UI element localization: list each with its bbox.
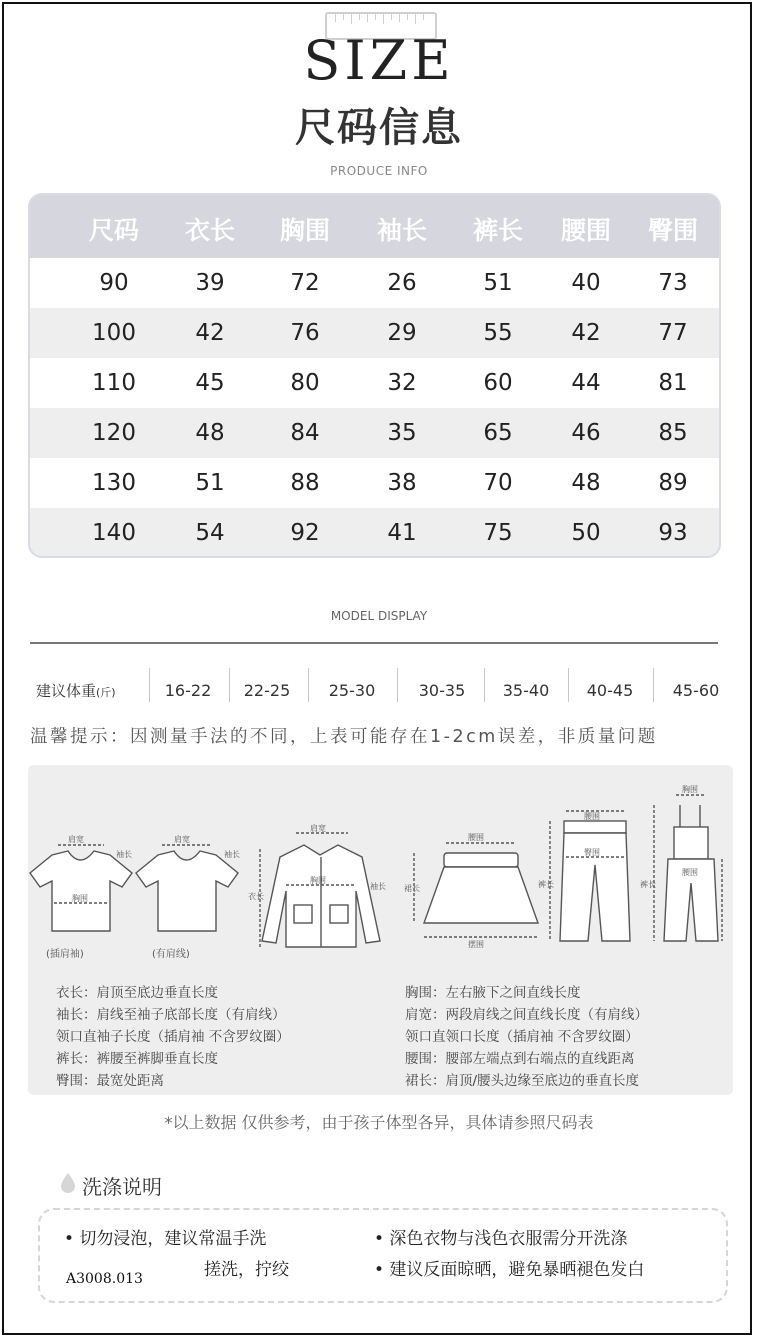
table-cell: 51	[483, 270, 513, 296]
table-cell: 89	[658, 470, 688, 496]
table-cell: 73	[658, 270, 688, 296]
table-cell: 39	[195, 270, 225, 296]
table-cell: 32	[387, 370, 417, 396]
table-cell: 100	[92, 320, 136, 346]
skirt-icon	[404, 833, 538, 949]
wash-instructions	[38, 1208, 728, 1303]
weight-range: 22-25	[243, 681, 291, 700]
tshirt-raglan-icon	[30, 834, 132, 960]
wash-item: 搓洗，拧绞	[204, 1260, 289, 1280]
definition: 领口直袖子长度（插肩袖 不含罗纹圈）	[56, 1029, 290, 1045]
column-header: 臀围	[647, 216, 698, 245]
table-cell: 72	[290, 270, 320, 296]
weight-range: 25-30	[328, 681, 376, 700]
tip-text: 温馨提示：因测量手法的不同，上表可能存在1-2cm误差，非质量问题	[30, 727, 658, 747]
column-header: 腰围	[560, 216, 611, 245]
definition: 肩宽：两段肩线之间直线长度（有肩线）	[405, 1007, 648, 1023]
svg-text:腰围: 腰围	[682, 868, 698, 877]
weight-range: 45-60	[672, 681, 720, 700]
definition: 胸围：左右腋下之间直线长度	[405, 985, 581, 1001]
table-cell: 110	[92, 370, 136, 396]
table-cell: 42	[571, 320, 601, 346]
svg-text:(有肩线): (有肩线)	[152, 949, 190, 960]
weight-row	[30, 666, 730, 710]
table-cell: 44	[571, 370, 601, 396]
svg-text:肩宽: 肩宽	[310, 824, 326, 833]
svg-text:袖长: 袖长	[370, 882, 386, 891]
table-cell: 88	[290, 470, 320, 496]
table-cell: 54	[195, 520, 225, 546]
table-cell: 65	[483, 420, 513, 446]
table-cell: 84	[290, 420, 320, 446]
product-code: A3008.013	[62, 1271, 147, 1287]
table-cell: 55	[483, 320, 513, 346]
table-cell: 40	[571, 270, 601, 296]
svg-text:肩宽: 肩宽	[174, 835, 190, 844]
table-header	[30, 195, 719, 258]
table-cell: 48	[195, 420, 225, 446]
column-header: 衣长	[184, 216, 235, 245]
column-header: 胸围	[279, 216, 330, 245]
weight-range: 16-22	[164, 681, 212, 700]
table-cell: 50	[571, 520, 601, 546]
size-table	[28, 193, 721, 558]
table-cell: 42	[195, 320, 225, 346]
svg-text:裤长: 裤长	[640, 880, 656, 889]
table-row	[30, 358, 719, 408]
svg-text:腰围: 腰围	[584, 812, 600, 821]
model-display-label: MODEL DISPLAY	[330, 609, 428, 623]
table-cell: 35	[387, 420, 417, 446]
weight-range: 30-35	[418, 681, 466, 700]
divider	[30, 642, 718, 644]
table-cell: 92	[290, 520, 320, 546]
definition: 臀围：最宽处距离	[56, 1073, 164, 1089]
svg-text:胸围: 胸围	[682, 785, 698, 794]
svg-text:袖长: 袖长	[116, 850, 132, 859]
column-header: 袖长	[376, 216, 427, 245]
svg-text:胸围: 胸围	[72, 894, 88, 903]
table-cell: 77	[658, 320, 688, 346]
table-cell: 80	[290, 370, 320, 396]
column-header: 尺码	[88, 216, 139, 245]
size-heading: SIZE	[303, 29, 455, 92]
table-cell: 85	[658, 420, 688, 446]
table-cell: 29	[387, 320, 417, 346]
svg-text:摆围: 摆围	[468, 940, 484, 949]
table-cell: 51	[195, 470, 225, 496]
weight-range: 35-40	[502, 681, 550, 700]
water-drop-icon	[60, 1172, 76, 1194]
table-cell: 38	[387, 470, 417, 496]
wash-title: 洗涤说明	[82, 1175, 162, 1199]
wash-item: • 切勿浸泡，建议常温手洗	[64, 1229, 267, 1249]
page-subtitle: PRODUCE INFO	[330, 164, 428, 178]
svg-text:肩宽: 肩宽	[68, 835, 84, 844]
table-row	[30, 458, 719, 508]
definition: 袖长：肩线至袖子底部长度（有肩线）	[56, 1007, 286, 1023]
weight-label: 建议体重(斤)	[36, 682, 116, 700]
definition: 裙长：肩顶/腰头边缘至底边的垂直长度	[405, 1073, 640, 1089]
table-cell: 76	[290, 320, 320, 346]
svg-text:衣长: 衣长	[248, 892, 264, 901]
svg-text:裙长: 裙长	[404, 884, 420, 893]
table-cell: 140	[92, 520, 136, 546]
wash-item: • 深色衣物与浅色衣服需分开洗涤	[374, 1229, 628, 1249]
table-row	[30, 508, 719, 558]
table-row	[30, 258, 719, 308]
wash-item: • 建议反面晾晒，避免暴晒褪色发白	[374, 1260, 645, 1280]
table-cell: 90	[99, 270, 129, 296]
definition: 裤长：裤腰至裤脚垂直长度	[56, 1051, 218, 1067]
table-cell: 26	[387, 270, 417, 296]
reference-note: *以上数据 仅供参考，由于孩子体型各异，具体请参照尺码表	[164, 1113, 594, 1132]
table-cell: 120	[92, 420, 136, 446]
svg-text:袖长: 袖长	[224, 850, 240, 859]
table-cell: 70	[483, 470, 513, 496]
measurement-diagrams	[28, 765, 733, 1095]
svg-text:腰围: 腰围	[468, 833, 484, 842]
svg-text:胸围: 胸围	[310, 876, 326, 885]
overalls-icon	[640, 785, 722, 941]
column-header: 裤长	[472, 216, 523, 245]
tshirt-shoulder-icon	[136, 834, 240, 960]
table-cell: 45	[195, 370, 225, 396]
weight-range: 40-45	[586, 681, 634, 700]
pants-icon	[538, 811, 630, 941]
measurement-panel	[28, 765, 733, 1095]
table-cell: 75	[483, 520, 513, 546]
svg-text:裤长: 裤长	[538, 880, 554, 889]
table-cell: 81	[658, 370, 688, 396]
table-cell: 48	[571, 470, 601, 496]
table-row	[30, 308, 719, 358]
definition: 领口直领口长度（插肩袖 不含罗纹圈）	[405, 1029, 639, 1045]
svg-text:(插肩袖): (插肩袖)	[46, 949, 84, 960]
svg-text:臀围: 臀围	[584, 848, 600, 857]
table-cell: 130	[92, 470, 136, 496]
page-title: 尺码信息	[295, 105, 463, 151]
table-row	[30, 408, 719, 458]
table-cell: 41	[387, 520, 417, 546]
definition: 腰围：腰部左端点到右端点的直线距离	[405, 1051, 635, 1067]
table-cell: 60	[483, 370, 513, 396]
definition: 衣长：肩顶至底边垂直长度	[56, 985, 218, 1001]
table-cell: 93	[658, 520, 688, 546]
table-cell: 46	[571, 420, 601, 446]
jacket-icon	[248, 823, 386, 947]
